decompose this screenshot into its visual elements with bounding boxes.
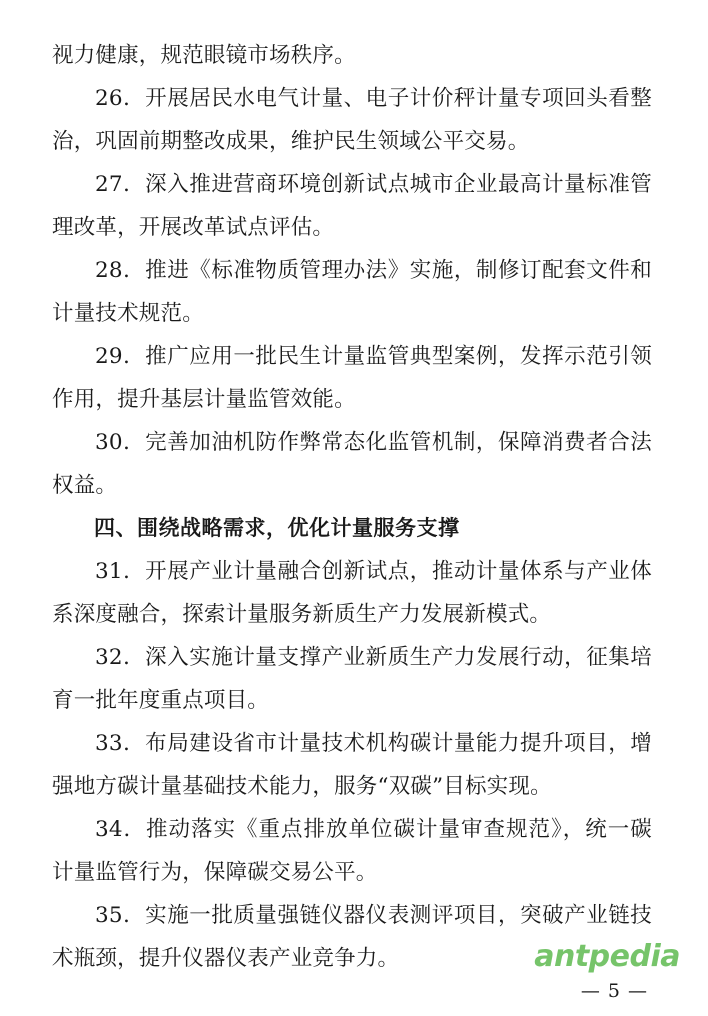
page-number: — 5 — [580,980,648,1002]
numbered-item-28: 28．推进《标准物质管理办法》实施，制修订配套文件和计量技术规范。 [52,258,652,326]
section-heading-four: 四、围绕战略需求，优化计量服务支撑 [94,516,460,540]
paragraph-continuation: 视力健康，规范眼镜市场秩序。 [52,43,356,68]
numbered-item-27: 27．深入推进营商环境创新试点城市企业最高计量标准管理改革，开展改革试点评估。 [52,172,652,240]
numbered-item-30: 30．完善加油机防作弊常态化监管机制，保障消费者合法权益。 [52,430,652,498]
antpedia-watermark: antpedia [534,939,680,974]
numbered-item-29: 29．推广应用一批民生计量监管典型案例，发挥示范引领作用，提升基层计量监管效能。 [52,344,652,412]
numbered-item-34: 34．推动落实《重点排放单位碳计量审查规范》，统一碳计量监管行为，保障碳交易公平。 [52,817,652,885]
numbered-item-26: 26．开展居民水电气计量、电子计价秤计量专项回头看整治，巩固前期整改成果，维护民生领域公平交易。 [52,86,652,154]
numbered-item-33: 33．布局建设省市计量技术机构碳计量能力提升项目，增强地方碳计量基础技术能力，服务“双碳”目标实现。 [52,731,652,799]
numbered-item-35: 35．实施一批质量强链仪器仪表测评项目，突破产业链技术瓶颈，提升仪器仪表产业竞争力。 [52,903,652,971]
numbered-item-32: 32．深入实施计量支撑产业新质生产力发展行动，征集培育一批年度重点项目。 [52,645,652,713]
numbered-item-31: 31．开展产业计量融合创新试点，推动计量体系与产业体系深度融合，探索计量服务新质生产力发展新模式。 [52,559,652,627]
